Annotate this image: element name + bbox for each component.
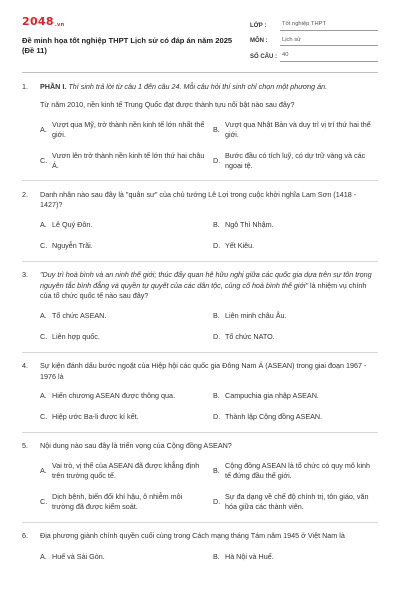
question-body bbox=[40, 190, 378, 252]
option-text: Liên hợp quốc. bbox=[52, 332, 100, 342]
option-d[interactable] bbox=[213, 492, 378, 513]
meta-row-class bbox=[250, 15, 378, 31]
question-number: 2. bbox=[22, 190, 28, 200]
option-letter: B. bbox=[213, 219, 220, 229]
option-letter: C. bbox=[40, 155, 48, 165]
option-letter: B. bbox=[213, 310, 220, 320]
option-letter: D. bbox=[213, 332, 221, 342]
questions-content bbox=[22, 73, 378, 562]
option-letter: A. bbox=[40, 310, 47, 320]
option-letter: D. bbox=[213, 412, 221, 422]
question-text: Danh nhân nào sau đây là "quân sư" của chủ tướng Lê Lợi trong cuộc khởi nghĩa Lam Sơn (1418 - 1427)? bbox=[40, 190, 357, 210]
question-divider bbox=[22, 522, 378, 523]
option-letter: D. bbox=[213, 241, 221, 251]
option-b[interactable] bbox=[213, 220, 378, 230]
header-left bbox=[22, 14, 242, 72]
option-c[interactable] bbox=[40, 492, 205, 513]
option-text: Nguyễn Trãi. bbox=[52, 241, 93, 251]
option-letter: D. bbox=[213, 497, 221, 507]
options-grid bbox=[40, 391, 378, 423]
options-grid bbox=[40, 552, 378, 562]
option-letter: B. bbox=[213, 466, 220, 476]
option-b[interactable] bbox=[213, 461, 378, 482]
question-number: 1. bbox=[22, 81, 28, 91]
option-text: Ngô Thì Nhậm. bbox=[225, 219, 274, 229]
option-text: Vai trò, vị thế của ASEAN đã được khẳng định trên trường quốc tế. bbox=[52, 460, 200, 481]
question-number: 4. bbox=[22, 361, 28, 371]
question-body bbox=[40, 531, 378, 562]
meta-label: LỚP : bbox=[250, 22, 267, 29]
question-text: Từ năm 2010, nền kinh tế Trung Quốc đạt được thành tựu nổi bật nào sau đây? bbox=[40, 100, 295, 110]
question-3 bbox=[22, 270, 378, 342]
question-6 bbox=[22, 531, 378, 562]
option-text: Vươn lên trở thành nền kinh tế lớn thứ hai châu Á. bbox=[52, 150, 205, 170]
question-1 bbox=[22, 82, 378, 172]
logo-suffix: .vn bbox=[54, 22, 65, 28]
option-text: Liên minh châu Âu. bbox=[225, 310, 287, 320]
option-text: Hiệp ước Ba-li được kí kết. bbox=[52, 412, 139, 422]
question-number: 3. bbox=[22, 270, 28, 280]
option-b[interactable] bbox=[213, 311, 378, 321]
option-a[interactable] bbox=[40, 461, 205, 482]
meta-row-count bbox=[250, 46, 378, 62]
option-letter: B. bbox=[213, 551, 220, 561]
question-divider bbox=[22, 352, 378, 353]
option-a[interactable] bbox=[40, 220, 205, 230]
option-d[interactable] bbox=[213, 241, 378, 251]
section-title-instructions: Thí sinh trả lời từ câu 1 đến câu 24. Mỗi câu hỏi thí sinh chỉ chọn một phương án. bbox=[68, 81, 328, 91]
question-5 bbox=[22, 441, 378, 512]
option-letter: C. bbox=[40, 241, 48, 251]
question-number: 6. bbox=[22, 531, 28, 541]
question-body bbox=[40, 82, 378, 172]
section-title-bold: PHẦN I. bbox=[40, 81, 67, 91]
section-title bbox=[40, 82, 378, 92]
option-text: Dịch bệnh, biến đổi khí hậu, ô nhiễm môi trường đã được kiểm soát. bbox=[52, 491, 183, 512]
meta-value: Lịch sử bbox=[280, 36, 378, 46]
option-letter: C. bbox=[40, 332, 48, 342]
option-text: Vượt qua Mỹ, trở thành nền kinh tế lớn nhất thế giới. bbox=[52, 119, 205, 140]
option-text: Hiến chương ASEAN được thông qua. bbox=[52, 391, 175, 401]
option-d[interactable] bbox=[213, 151, 378, 172]
question-divider bbox=[22, 180, 378, 181]
meta-label: MÔN : bbox=[250, 38, 268, 45]
option-text: Tổ chức NATO. bbox=[225, 332, 275, 342]
option-text: Yết Kiêu. bbox=[225, 241, 255, 251]
option-letter: C. bbox=[40, 412, 48, 422]
option-c[interactable] bbox=[40, 412, 205, 422]
option-letter: D. bbox=[213, 155, 221, 165]
logo-main: 2048 bbox=[22, 15, 54, 28]
question-body bbox=[40, 270, 378, 342]
option-b[interactable] bbox=[213, 552, 378, 562]
question-quote: "Duy trì hoà bình và an ninh thế giới; thúc đẩy quan hệ hữu nghị giữa các quốc gia dựa trên sự tôn trọng nguyên tắc bình đẳng và quyền tự quyết của các dân tộc, củng cố hoà bình thế giới" bbox=[40, 270, 372, 290]
question-divider bbox=[22, 261, 378, 262]
question-4 bbox=[22, 361, 378, 423]
option-text: Thành lập Cộng đồng ASEAN. bbox=[225, 412, 323, 422]
option-letter: B. bbox=[213, 391, 220, 401]
option-b[interactable] bbox=[213, 391, 378, 401]
option-a[interactable] bbox=[40, 552, 205, 562]
meta-value: 40 bbox=[280, 51, 378, 61]
site-logo[interactable] bbox=[22, 14, 242, 30]
options-grid bbox=[40, 220, 378, 252]
document-header bbox=[22, 0, 378, 72]
option-letter: B. bbox=[213, 124, 220, 134]
question-number: 5. bbox=[22, 441, 28, 451]
question-divider bbox=[22, 432, 378, 433]
option-text: Lê Quý Đôn. bbox=[52, 219, 93, 229]
option-text: Cộng đồng ASEAN là tổ chức có quy mô kinh tế đứng đầu thế giới. bbox=[225, 460, 371, 481]
option-text: Sự đa dạng về chế độ chính trị, tôn giáo, văn hóa giữa các thành viên. bbox=[225, 491, 369, 512]
option-letter: A. bbox=[40, 466, 47, 476]
meta-value: Tốt nghiệp THPT bbox=[280, 20, 378, 30]
question-text: Địa phương giành chính quyền cuối cùng trong Cách mạng tháng Tám năm 1945 ở Việt Nam là bbox=[40, 531, 345, 541]
option-c[interactable] bbox=[40, 241, 205, 251]
question-body bbox=[40, 361, 378, 423]
options-grid bbox=[40, 311, 378, 343]
question-text: Sự kiện đánh dấu bước ngoặt của Hiệp hội các quốc gia Đông Nam Á (ASEAN) trong giai đoạn 1967 - 1976 là bbox=[40, 361, 367, 381]
option-c[interactable] bbox=[40, 332, 205, 342]
question-body bbox=[40, 441, 378, 512]
option-letter: C. bbox=[40, 497, 48, 507]
question-text: Nội dung nào sau đây là triển vọng của Cộng đồng ASEAN? bbox=[40, 441, 232, 451]
question-2 bbox=[22, 190, 378, 252]
options-grid bbox=[40, 461, 378, 513]
option-letter: A. bbox=[40, 551, 47, 561]
option-text: Huế và Sài Gòn. bbox=[52, 551, 105, 561]
option-letter: A. bbox=[40, 391, 47, 401]
options-grid bbox=[40, 120, 378, 172]
question-text-tail: là nhiệm vụ chính của tổ chức quốc tế nào sau đây? bbox=[40, 280, 367, 301]
option-text: Campuchia gia nhập ASEAN. bbox=[225, 391, 319, 401]
option-text: Hà Nội và Huế. bbox=[225, 551, 274, 561]
option-b[interactable] bbox=[213, 120, 378, 141]
option-c[interactable] bbox=[40, 151, 205, 172]
option-text: Vượt qua Nhật Bản và duy trì vị trí thứ hai thế giới. bbox=[225, 119, 371, 140]
question-text bbox=[40, 270, 378, 301]
meta-row-subject bbox=[250, 31, 378, 47]
option-text: Tổ chức ASEAN. bbox=[52, 310, 107, 320]
option-a[interactable] bbox=[40, 120, 205, 141]
option-a[interactable] bbox=[40, 391, 205, 401]
option-letter: A. bbox=[40, 124, 47, 134]
option-a[interactable] bbox=[40, 311, 205, 321]
option-text: Bước đầu có tích luỹ, có dự trữ vàng và các ngoại tệ. bbox=[225, 150, 366, 170]
option-d[interactable] bbox=[213, 412, 378, 422]
option-letter: A. bbox=[40, 219, 47, 229]
meta-label: SỐ CÂU : bbox=[250, 53, 277, 60]
option-d[interactable] bbox=[213, 332, 378, 342]
document-meta bbox=[250, 14, 378, 72]
document-title: Đề minh họa tốt nghiệp THPT Lịch sử có đáp án năm 2025 (Đề 11) bbox=[22, 35, 233, 56]
